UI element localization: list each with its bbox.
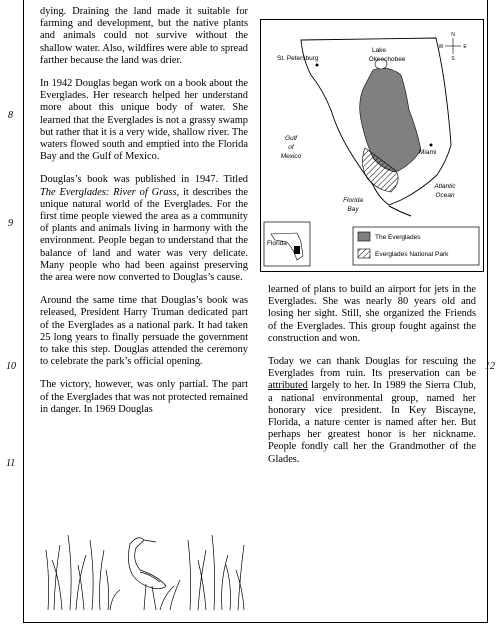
label-lake-1: Lake bbox=[371, 47, 387, 54]
legend-park-swatch bbox=[358, 249, 370, 258]
line-number-12: 12 bbox=[485, 361, 495, 372]
label-atlantic-2: Ocean bbox=[435, 192, 455, 199]
paragraph-12-start: Today we can thank Douglas for rescuing the Everglades from ruin. Its preservation can be bbox=[268, 356, 476, 380]
book-title: The Everglades: River of Grass bbox=[40, 186, 177, 198]
label-atlantic-1: Atlantic bbox=[434, 183, 456, 190]
heron-illustration bbox=[40, 520, 250, 610]
label-bay-1: Florida bbox=[343, 197, 363, 204]
st-petersburg-dot bbox=[316, 64, 319, 67]
paragraph-10: Around the same time that Douglas’s book was released, President Harry Truman dedicated part of the Everglades as a national park. It had taken 25 long years to finally persuade the government to take this step. Douglas attended the ceremony to celebrate the park’s official opening. bbox=[40, 295, 248, 368]
florida-keys bbox=[389, 206, 411, 216]
line-number-8: 8 bbox=[8, 110, 13, 121]
paragraph-7-continued: dying. Draining the land made it suitable for farming and development, but the native plants and animals could not survive without the shallow water. Also, wildfires were able to spread farther because the land was drier. bbox=[40, 6, 248, 66]
paragraph-12-end: largely to her. In 1989 the Sierra Club, a national environmental group, named her honorary vice president. In Key Biscayne, Florida, a nature center is named after her. But perhaps her greatest honor is her nickname. People fondly call her the Grandmother of the Glades. bbox=[268, 380, 476, 465]
compass-e: E bbox=[463, 44, 467, 50]
label-gulf-1: Gulf bbox=[285, 135, 297, 142]
paragraph-9-start: Douglas’s book was published in 1947. Titled bbox=[40, 174, 248, 186]
label-gulf-2: of bbox=[288, 144, 294, 151]
compass-s: S bbox=[451, 56, 455, 62]
compass-n: N bbox=[451, 32, 455, 38]
everglades-map bbox=[260, 19, 484, 272]
label-gulf-3: Mexico bbox=[280, 153, 302, 160]
line-number-9: 9 bbox=[8, 218, 13, 229]
left-column bbox=[40, 6, 248, 427]
line-number-10: 10 bbox=[6, 361, 16, 372]
label-miami: Miami bbox=[419, 149, 437, 156]
legend-park-label: Everglades National Park bbox=[375, 251, 449, 258]
compass-icon bbox=[439, 32, 468, 62]
paragraph-12 bbox=[268, 356, 476, 466]
right-column bbox=[268, 284, 476, 477]
paragraph-9-end: , it describes the unique natural world of the Everglades. For the first time people viewed the area as a community of plants and animals living in harmony with the environment. People began to understand that the balance of land and water was very delicate. Many people who had been against preserving the area were now converted to Douglas’s cause. bbox=[40, 186, 248, 284]
inset-label: Florida bbox=[267, 240, 287, 247]
vocab-word: attributed bbox=[268, 380, 308, 392]
inset-highlight bbox=[294, 246, 300, 254]
legend-box bbox=[353, 227, 479, 265]
compass-w: W bbox=[438, 44, 444, 50]
miami-dot bbox=[430, 144, 433, 147]
paragraph-11-continued: learned of plans to build an airport for jets in the Everglades. She was nearly 80 years old and losing her sight. Still, she organized the Friends of the Everglades. This group fought against the construction and won. bbox=[268, 284, 476, 344]
label-lake-2: Okeechobee bbox=[368, 56, 406, 63]
label-st-petersburg: St. Petersburg bbox=[277, 55, 319, 62]
legend-everglades-swatch bbox=[358, 232, 370, 241]
paragraph-11: The victory, however, was only partial. The part of the Everglades that was not protected remained in danger. In 1969 Douglas bbox=[40, 379, 248, 415]
label-bay-2: Bay bbox=[347, 206, 359, 213]
paragraph-8: In 1942 Douglas began work on a book about the Everglades. Her research helped her understand more about this unique body of water. She learned that the Everglades is not a grassy swamp but rather that it is a very wide, shallow river. The waters flowed south and emptied into the Florida Bay and the Gulf of Mexico. bbox=[40, 78, 248, 163]
line-number-11: 11 bbox=[6, 458, 16, 469]
legend-everglades-label: The Everglades bbox=[375, 234, 421, 241]
paragraph-9 bbox=[40, 174, 248, 284]
